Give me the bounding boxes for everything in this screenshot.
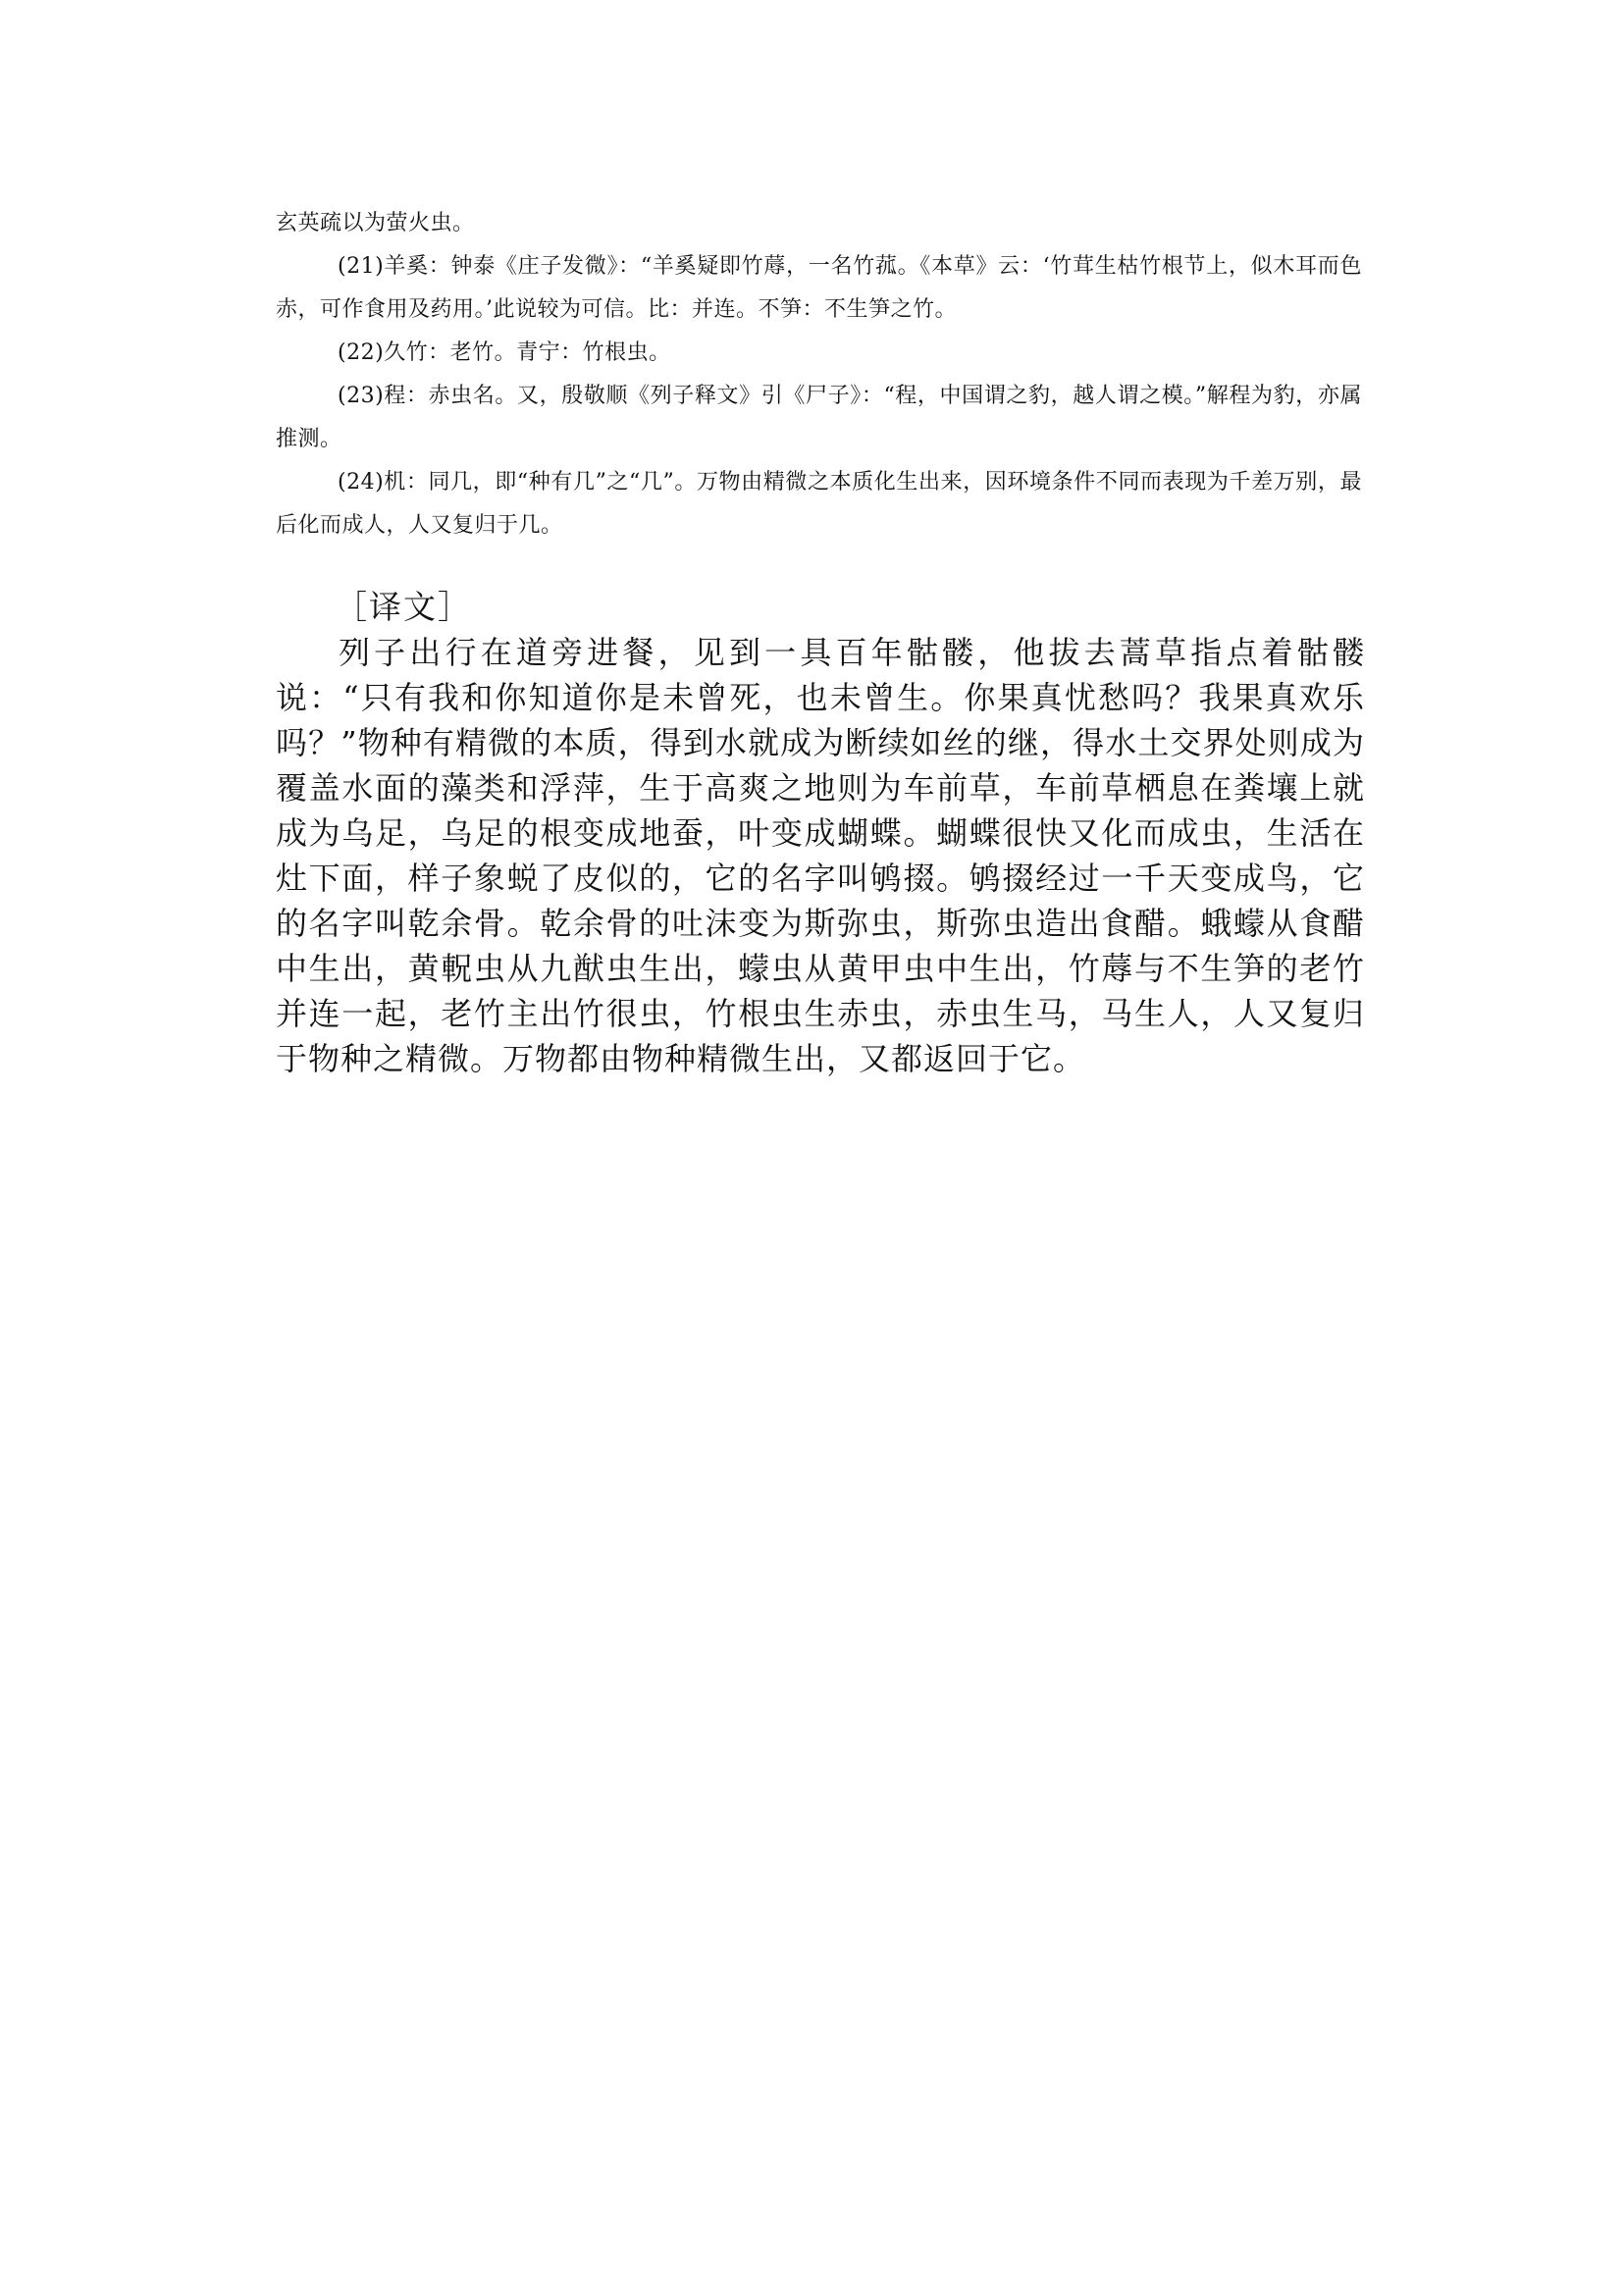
note-continuation: 玄英疏以为萤火虫。 <box>276 211 475 235</box>
note-21: (21)羊奚：钟泰《庄子发微》：“羊奚疑即竹蓐，一名竹菰。《本草》云：‘竹茸生枯竹根节上，似木耳而色赤，可作食用及药用。’此说较为可信。比：并连。不笋：不生笋之竹。 <box>276 254 1362 322</box>
annotation-notes <box>276 202 1362 547</box>
translation-heading: ［译文］ <box>335 588 472 626</box>
note-24: (24)机：同几，即“种有几”之“几”。万物由精微之本质化生出来，因环境条件不同而表现为千差万别，最后化而成人，人又复归于几。 <box>276 470 1362 538</box>
note-22: (22)久竹：老竹。青宁：竹根虫。 <box>338 340 671 365</box>
translation-body: 列子出行在道旁进餐，见到一具百年骷髅，他拔去蒿草指点着骷髅说：“只有我和你知道你是未曾死，也未曾生。你果真忧愁吗？我果真欢乐吗？”物种有精微的本质，得到水就成为断续如丝的继，得水土交界处则成为覆盖水面的藻类和浮萍，生于高爽之地则为车前草，车前草栖息在粪壤上就成为乌足，乌足的根变成地蚕，叶变成蝴蝶。蝴蝶很快又化而成虫，生活在灶下面，样子象蜕了皮似的，它的名字叫鸲掇。鸲掇经过一千天变成鸟，它的名字叫乾余骨。乾余骨的吐沫变为斯弥虫，斯弥虫造出食醋。蛾蠓从食醋中生出，黄軦虫从九猷虫生出，蠓虫从黄甲虫中生出，竹蓐与不生笋的老竹并连一起，老竹主出竹很虫，竹根虫生赤虫，赤虫生马，马生人，人又复归于物种之精微。万物都由物种精微生出，又都返回于它。 <box>276 634 1365 1077</box>
note-23: (23)程：赤虫名。又，殷敬顺《列子释文》引《尸子》：“程，中国谓之豹，越人谓之模。”解程为豹，亦属推测。 <box>276 384 1362 451</box>
translation-section <box>276 585 1365 1081</box>
